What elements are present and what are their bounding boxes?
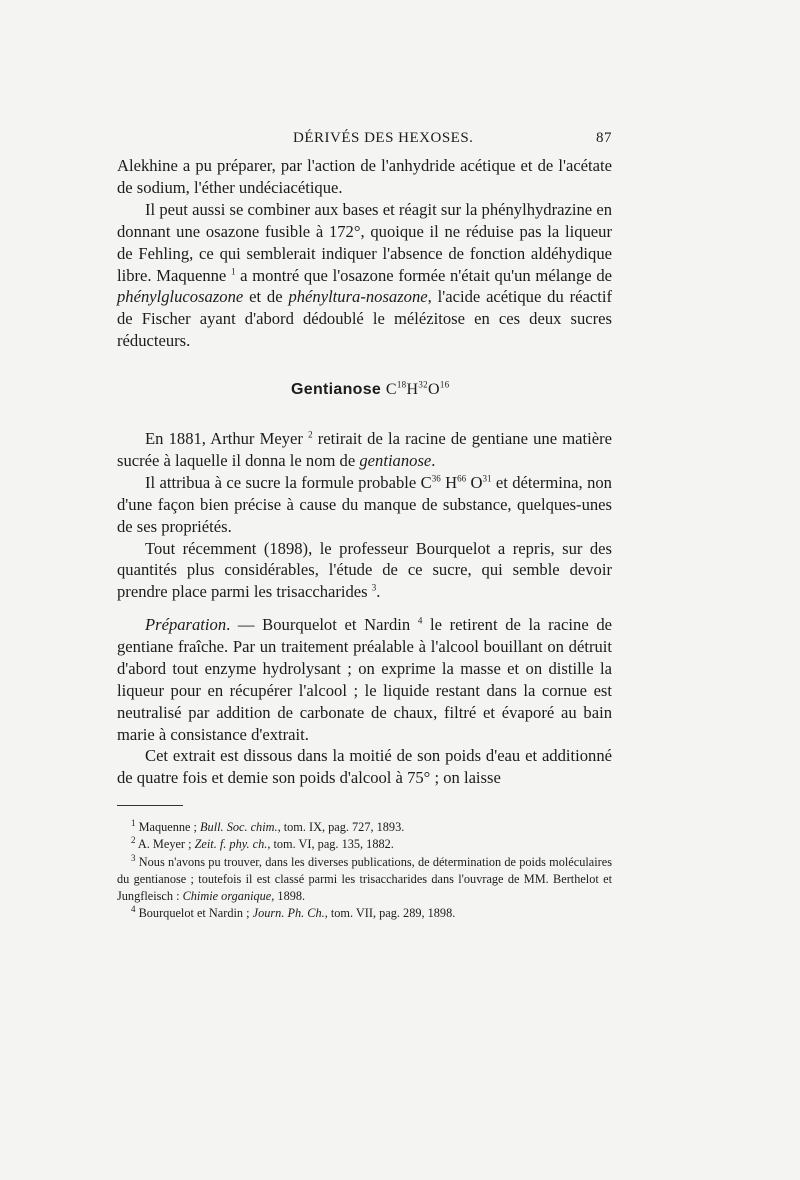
paragraph-6 bbox=[117, 614, 612, 745]
footnote-ref: 1 bbox=[230, 266, 236, 276]
footnote-text: Nous n'avons pu trouver, dans les diverses publications, de détermination de poids moléculaires du gentianose ; toutefois il est classé parmi les trisaccharides dans l'ouvrage de MM. Berthelot et Jungfleisch : bbox=[117, 854, 612, 904]
footnote-text: Bourquelot et Nardin ; bbox=[135, 906, 253, 921]
chemical-formula bbox=[386, 381, 450, 398]
paragraph-5 bbox=[117, 538, 612, 604]
footnote-text: , tom. VI, pag. 135, 1882. bbox=[267, 837, 394, 852]
footnote-text: , tom. VII, pag. 289, 1898. bbox=[324, 906, 456, 921]
italic-term: gentianose bbox=[359, 450, 432, 470]
footnote-text: Maquenne ; bbox=[135, 820, 201, 834]
formula-count: 31 bbox=[482, 473, 492, 484]
footnote-number: 3 bbox=[131, 852, 136, 863]
paragraph-text: a montré que l'osazone formée n'était qu'un mélange de bbox=[235, 265, 612, 285]
page-number: 87 bbox=[596, 130, 612, 146]
italic-heading: Préparation bbox=[145, 615, 227, 634]
formula-element: O bbox=[427, 381, 440, 398]
paragraph-text: En 1881, Arthur Meyer bbox=[145, 429, 309, 448]
footnote-number: 1 bbox=[131, 817, 136, 828]
paragraph-text: . — Bourquelot et Nardin bbox=[226, 615, 418, 634]
footnote-number: 4 bbox=[131, 904, 136, 915]
footnote-source: Journ. Ph. Ch. bbox=[252, 906, 325, 921]
paragraph-7 bbox=[117, 745, 612, 789]
footnote-text: , tom. IX, pag. 727, 1893. bbox=[277, 820, 405, 834]
footnote-text: A. Meyer ; bbox=[135, 837, 195, 852]
paragraph-text: . bbox=[376, 582, 381, 602]
formula-count: 32 bbox=[418, 379, 428, 390]
formula-count: 36 bbox=[431, 473, 441, 484]
section-heading bbox=[291, 381, 449, 399]
paragraph-text: O bbox=[466, 472, 483, 492]
footnote-number: 2 bbox=[131, 835, 136, 846]
italic-term: phényltura-nosazone bbox=[288, 287, 428, 307]
paragraph-text: retirait de la racine de gentiane une matière sucrée à laquelle il donna le nom de bbox=[117, 429, 612, 470]
formula-element: H bbox=[406, 381, 419, 398]
formula-count: 66 bbox=[457, 473, 467, 484]
formula-element: C bbox=[385, 381, 397, 398]
paragraph-text: Cet extrait est dissous dans la moitié de son poids d'eau et additionné de quatre fois et demie son poids d'alcool à 75° ; on laisse bbox=[117, 746, 612, 788]
paragraph-text: Tout récemment (1898), le professeur Bourquelot a repris, sur des quantités plus considérables, l'étude de ce sucre, qui semble devoir prendre place parmi les trisaccharides bbox=[117, 538, 612, 602]
text-block-middle bbox=[117, 428, 612, 603]
section-name: Gentianose bbox=[291, 381, 382, 398]
footnote-1 bbox=[117, 819, 612, 836]
footnote-2 bbox=[117, 836, 612, 853]
footnote-source: Zeit. f. phy. ch. bbox=[194, 837, 268, 852]
paragraph-text: Il peut aussi se combiner aux bases et réagit sur la phénylhydrazine en donnant une osazone fusible à 172°, quoique il ne réduise pas la liqueur de Fehling, ce qui semblerait indiquer l'absence de fonction aldéhydique libre. Maquenne bbox=[117, 199, 612, 285]
footnote-rule bbox=[117, 805, 183, 806]
footnote-text: , 1898. bbox=[271, 889, 306, 904]
footnote-source: Chimie organique bbox=[182, 889, 272, 904]
paragraph-1 bbox=[117, 155, 612, 199]
footnote-4 bbox=[117, 905, 612, 922]
formula-count: 18 bbox=[396, 379, 407, 390]
formula-count: 16 bbox=[439, 379, 450, 390]
paragraph-text: et détermina, non d'une façon bien précise à cause du manque de substance, quelques-unes de ses propriétés. bbox=[117, 472, 612, 536]
paragraph-4 bbox=[117, 472, 612, 538]
running-title: DÉRIVÉS DES HEXOSES. bbox=[293, 130, 474, 146]
paragraph-text: , l'acide acétique du réactif de Fischer ayant d'abord dédoublé le mélézitose en ces deux sucres réducteurs. bbox=[117, 287, 612, 351]
footnote-ref: 4 bbox=[417, 615, 423, 626]
paragraph-text: . bbox=[431, 450, 436, 470]
footnote-3 bbox=[117, 854, 612, 906]
footnotes bbox=[117, 819, 612, 923]
paragraph-3 bbox=[117, 428, 612, 472]
footnote-source: Bull. Soc. chim. bbox=[200, 820, 278, 834]
paragraph-text: H bbox=[440, 472, 458, 492]
footnote-ref: 3 bbox=[371, 582, 377, 593]
paragraph-text: et de bbox=[243, 287, 289, 307]
page-header bbox=[117, 130, 612, 147]
paragraph-text: Alekhine a pu préparer, par l'action de l'anhydride acétique et de l'acétate de sodium, l'éther undéciacétique. bbox=[117, 156, 612, 197]
italic-term: phénylglucosazone bbox=[117, 287, 244, 307]
text-block-bottom bbox=[117, 614, 612, 789]
paragraph-text: Il attribua à ce sucre la formule probable C bbox=[145, 472, 432, 492]
text-block-top bbox=[117, 155, 612, 352]
paragraph-2 bbox=[117, 199, 612, 352]
footnote-ref: 2 bbox=[308, 429, 313, 440]
paragraph-text: le retirent de la racine de gentiane fraîche. Par un traitement préalable à l'alcool bouillant on détruit d'abord tout enzyme hydrolysant ; on exprime la masse et on distille la liqueur pour en récupérer l'alcool ; le liquide restant dans la cornue est neutralisé par addition de carbonate de chaux, filtré et évaporé au bain marie à consistance d'extrait. bbox=[117, 615, 612, 744]
